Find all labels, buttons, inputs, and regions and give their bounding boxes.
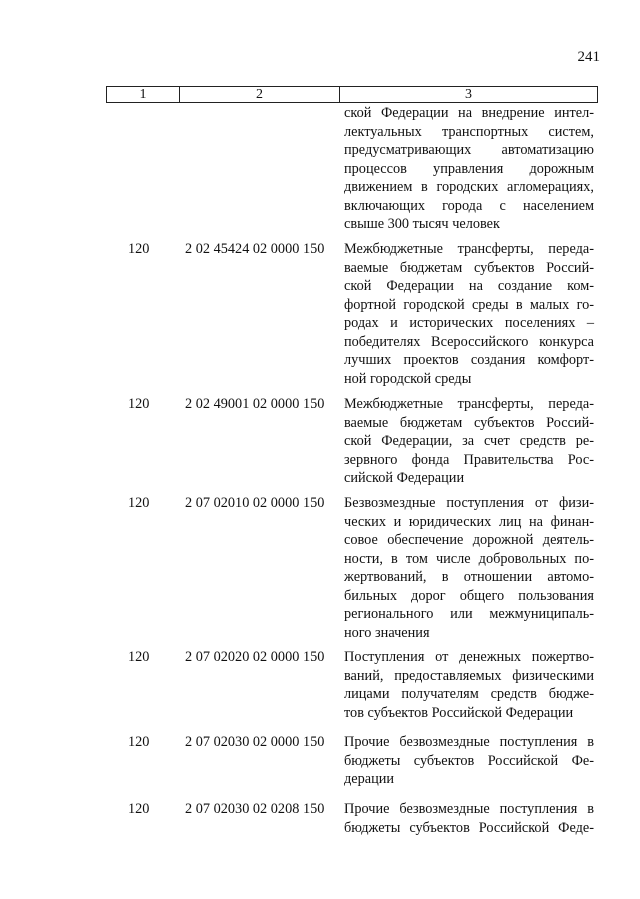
description-line: фортной городской среды в малых го- <box>344 296 594 313</box>
admin-code: 120 <box>128 801 150 817</box>
description-line: дерации <box>344 771 395 787</box>
description-line: лучших проектов создания комфорт- <box>344 352 594 368</box>
description-line: ваемые бюджетам субъектов Россий- <box>344 259 594 276</box>
description-line: Межбюджетные трансферты, переда- <box>344 396 594 412</box>
budget-code: 2 07 02010 02 0000 150 <box>185 495 325 511</box>
continuation-description <box>344 104 594 234</box>
description-line: Безвозмездные поступления от физи- <box>344 495 594 511</box>
header-col-1: 1 <box>107 87 180 102</box>
admin-code: 120 <box>128 734 150 750</box>
row-description <box>344 494 594 642</box>
description-line: включающих города с населением <box>344 197 594 214</box>
description-line: Межбюджетные трансферты, переда- <box>344 241 594 257</box>
description-line: предусматривающих автоматизацию <box>344 142 594 158</box>
description-line: свыше 300 тысяч человек <box>344 216 500 232</box>
description-line: Прочие безвозмездные поступления в <box>344 801 594 817</box>
description-line: бильных дорог общего пользования <box>344 587 594 604</box>
budget-code: 2 02 49001 02 0000 150 <box>185 396 325 412</box>
header-col-3: 3 <box>465 87 472 102</box>
description-line: зервного фонда Правительства Рос- <box>344 451 594 468</box>
description-line: родах и исторических поселениях – <box>344 315 594 331</box>
description-line: ческих и юридических лиц на финан- <box>344 513 594 530</box>
description-line: ской Федерации на внедрение интел- <box>344 105 594 121</box>
admin-code: 120 <box>128 241 150 257</box>
row-description <box>344 395 594 488</box>
description-line: движением в городских агломерациях, <box>344 179 594 195</box>
row-description <box>344 240 594 388</box>
description-line: ной городской среды <box>344 370 472 387</box>
description-line: жертвований, в отношении автомо- <box>344 569 594 585</box>
admin-code: 120 <box>128 396 150 412</box>
description-line: процессов управления дорожным <box>344 160 594 177</box>
row-description <box>344 648 594 722</box>
description-line: ваемые бюджетам субъектов Россий- <box>344 414 594 431</box>
description-line: тов субъектов Российской Федерации <box>344 704 574 721</box>
description-line: ваний, предоставляемых физическими <box>344 667 594 684</box>
table-header <box>106 86 598 103</box>
description-line: совое обеспечение дорожной деятель- <box>344 532 594 548</box>
row-description <box>344 800 594 837</box>
budget-code: 2 02 45424 02 0000 150 <box>185 241 325 257</box>
description-line: ской Федерации, за счет средств ре- <box>344 433 594 449</box>
description-line: лектуальных транспортных систем, <box>344 123 594 140</box>
admin-code: 120 <box>128 495 150 511</box>
budget-code: 2 07 02030 02 0000 150 <box>185 734 325 750</box>
row-description <box>344 733 594 789</box>
budget-code: 2 07 02020 02 0000 150 <box>185 649 325 665</box>
description-line: Поступления от денежных пожертво- <box>344 649 594 665</box>
page-number: 241 <box>577 49 600 65</box>
description-line: регионального или межмуниципаль- <box>344 606 594 622</box>
budget-code: 2 07 02030 02 0208 150 <box>185 801 325 817</box>
admin-code: 120 <box>128 649 150 665</box>
description-line: сийской Федерации <box>344 470 465 486</box>
header-col-2: 2 <box>180 87 340 102</box>
description-line: победителях Всероссийского конкурса <box>344 333 594 350</box>
description-line: ской Федерации на создание ком- <box>344 278 594 294</box>
description-line: ности, в том числе добровольных по- <box>344 550 594 567</box>
description-line: бюджеты субъектов Российской Фе- <box>344 752 594 769</box>
description-line: бюджеты субъектов Российской Феде- <box>344 819 594 836</box>
description-line: ного значения <box>344 624 430 641</box>
description-line: Прочие безвозмездные поступления в <box>344 734 594 750</box>
description-line: лицами получателям средств бюдже- <box>344 686 594 702</box>
